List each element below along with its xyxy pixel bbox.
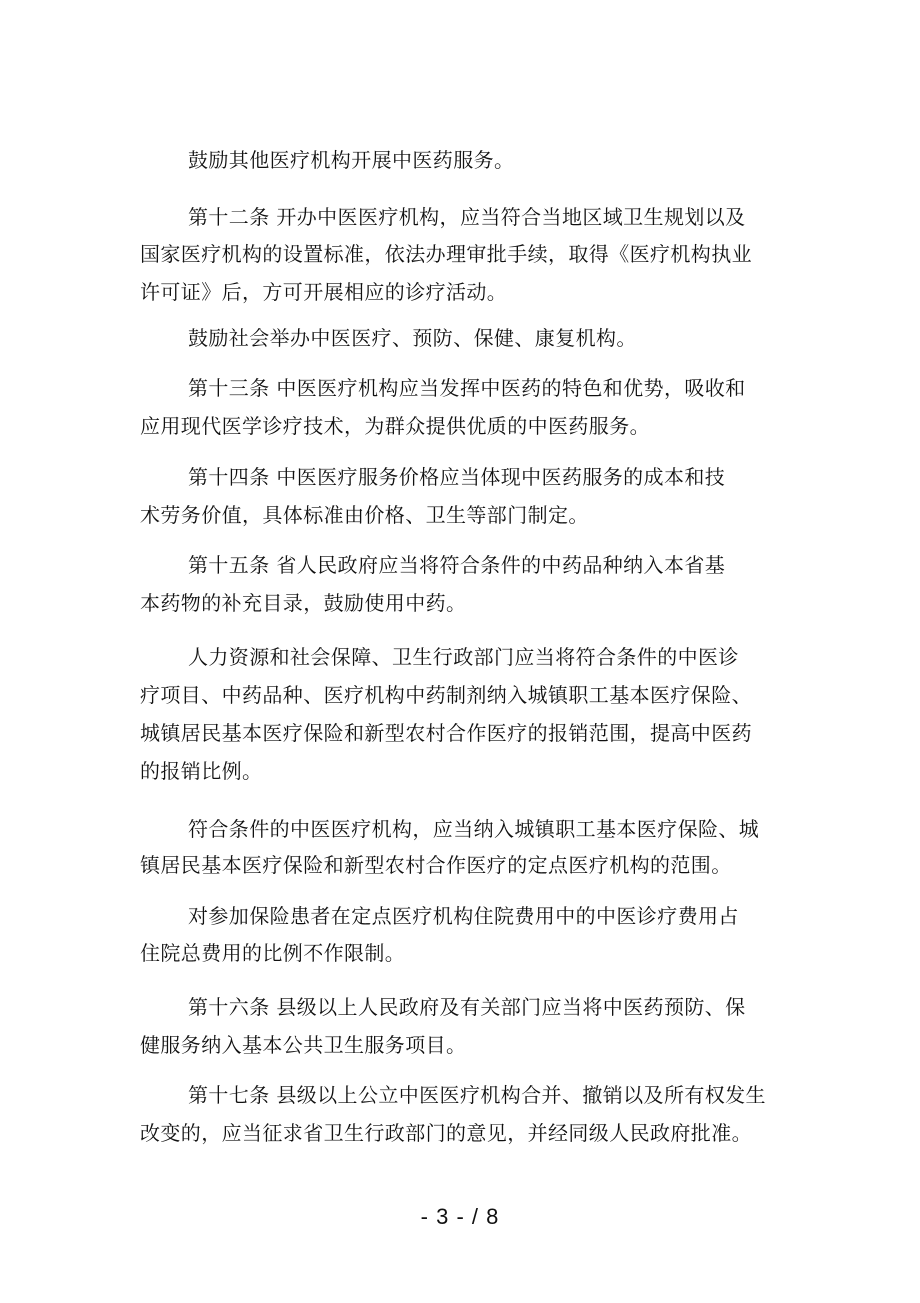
paragraph-line: 本药物的补充目录，鼓励使用中药。 <box>140 591 467 615</box>
paragraph-line: 第十二条 开办中医医疗机构，应当符合当地区域卫生规划以及 <box>188 205 746 229</box>
paragraph-line: 第十七条 县级以上公立中医医疗机构合并、撤销以及所有权发生 <box>188 1083 766 1107</box>
page-number: - 3 - / 8 <box>420 1204 500 1229</box>
paragraph-line: 国家医疗机构的设置标准，依法办理审批手续，取得《医疗机构执业 <box>140 242 752 266</box>
paragraph-line: 第十四条 中医医疗服务价格应当体现中医药服务的成本和技 <box>188 465 726 489</box>
paragraph-line: 人力资源和社会保障、卫生行政部门应当将符合条件的中医诊 <box>188 645 739 669</box>
paragraph-line: 鼓励社会举办中医医疗、预防、保健、康复机构。 <box>188 326 637 350</box>
paragraph-line: 术劳务价值，具体标准由价格、卫生等部门制定。 <box>140 503 589 527</box>
paragraph-line: 应用现代医学诊疗技术，为群众提供优质的中医药服务。 <box>140 414 650 438</box>
paragraph-line: 镇居民基本医疗保险和新型农村合作医疗的定点医疗机构的范围。 <box>140 853 732 877</box>
paragraph-line: 第十三条 中医医疗机构应当发挥中医药的特色和优势，吸收和 <box>188 376 746 400</box>
paragraph-line: 城镇居民基本医疗保险和新型农村合作医疗的报销范围，提高中医药 <box>140 721 752 745</box>
paragraph-line: 的报销比例。 <box>140 759 263 783</box>
paragraph-line: 符合条件的中医医疗机构，应当纳入城镇职工基本医疗保险、城 <box>188 817 760 841</box>
paragraph-line: 健服务纳入基本公共卫生服务项目。 <box>140 1033 467 1057</box>
paragraph-line: 对参加保险患者在定点医疗机构住院费用中的中医诊疗费用占 <box>188 904 739 928</box>
paragraph-line: 许可证》后，方可开展相应的诊疗活动。 <box>140 280 508 304</box>
paragraph-line: 疗项目、中药品种、医疗机构中药制剂纳入城镇职工基本医疗保险、 <box>140 683 752 707</box>
paragraph-line: 住院总费用的比例不作限制。 <box>140 941 406 965</box>
paragraph-line: 第十五条 省人民政府应当将符合条件的中药品种纳入本省基 <box>188 553 726 577</box>
paragraph-line: 第十六条 县级以上人民政府及有关部门应当将中医药预防、保 <box>188 995 746 1019</box>
paragraph-line: 鼓励其他医疗机构开展中医药服务。 <box>188 148 515 172</box>
paragraph-line: 改变的，应当征求省卫生行政部门的意见，并经同级人民政府批准。 <box>140 1121 752 1145</box>
